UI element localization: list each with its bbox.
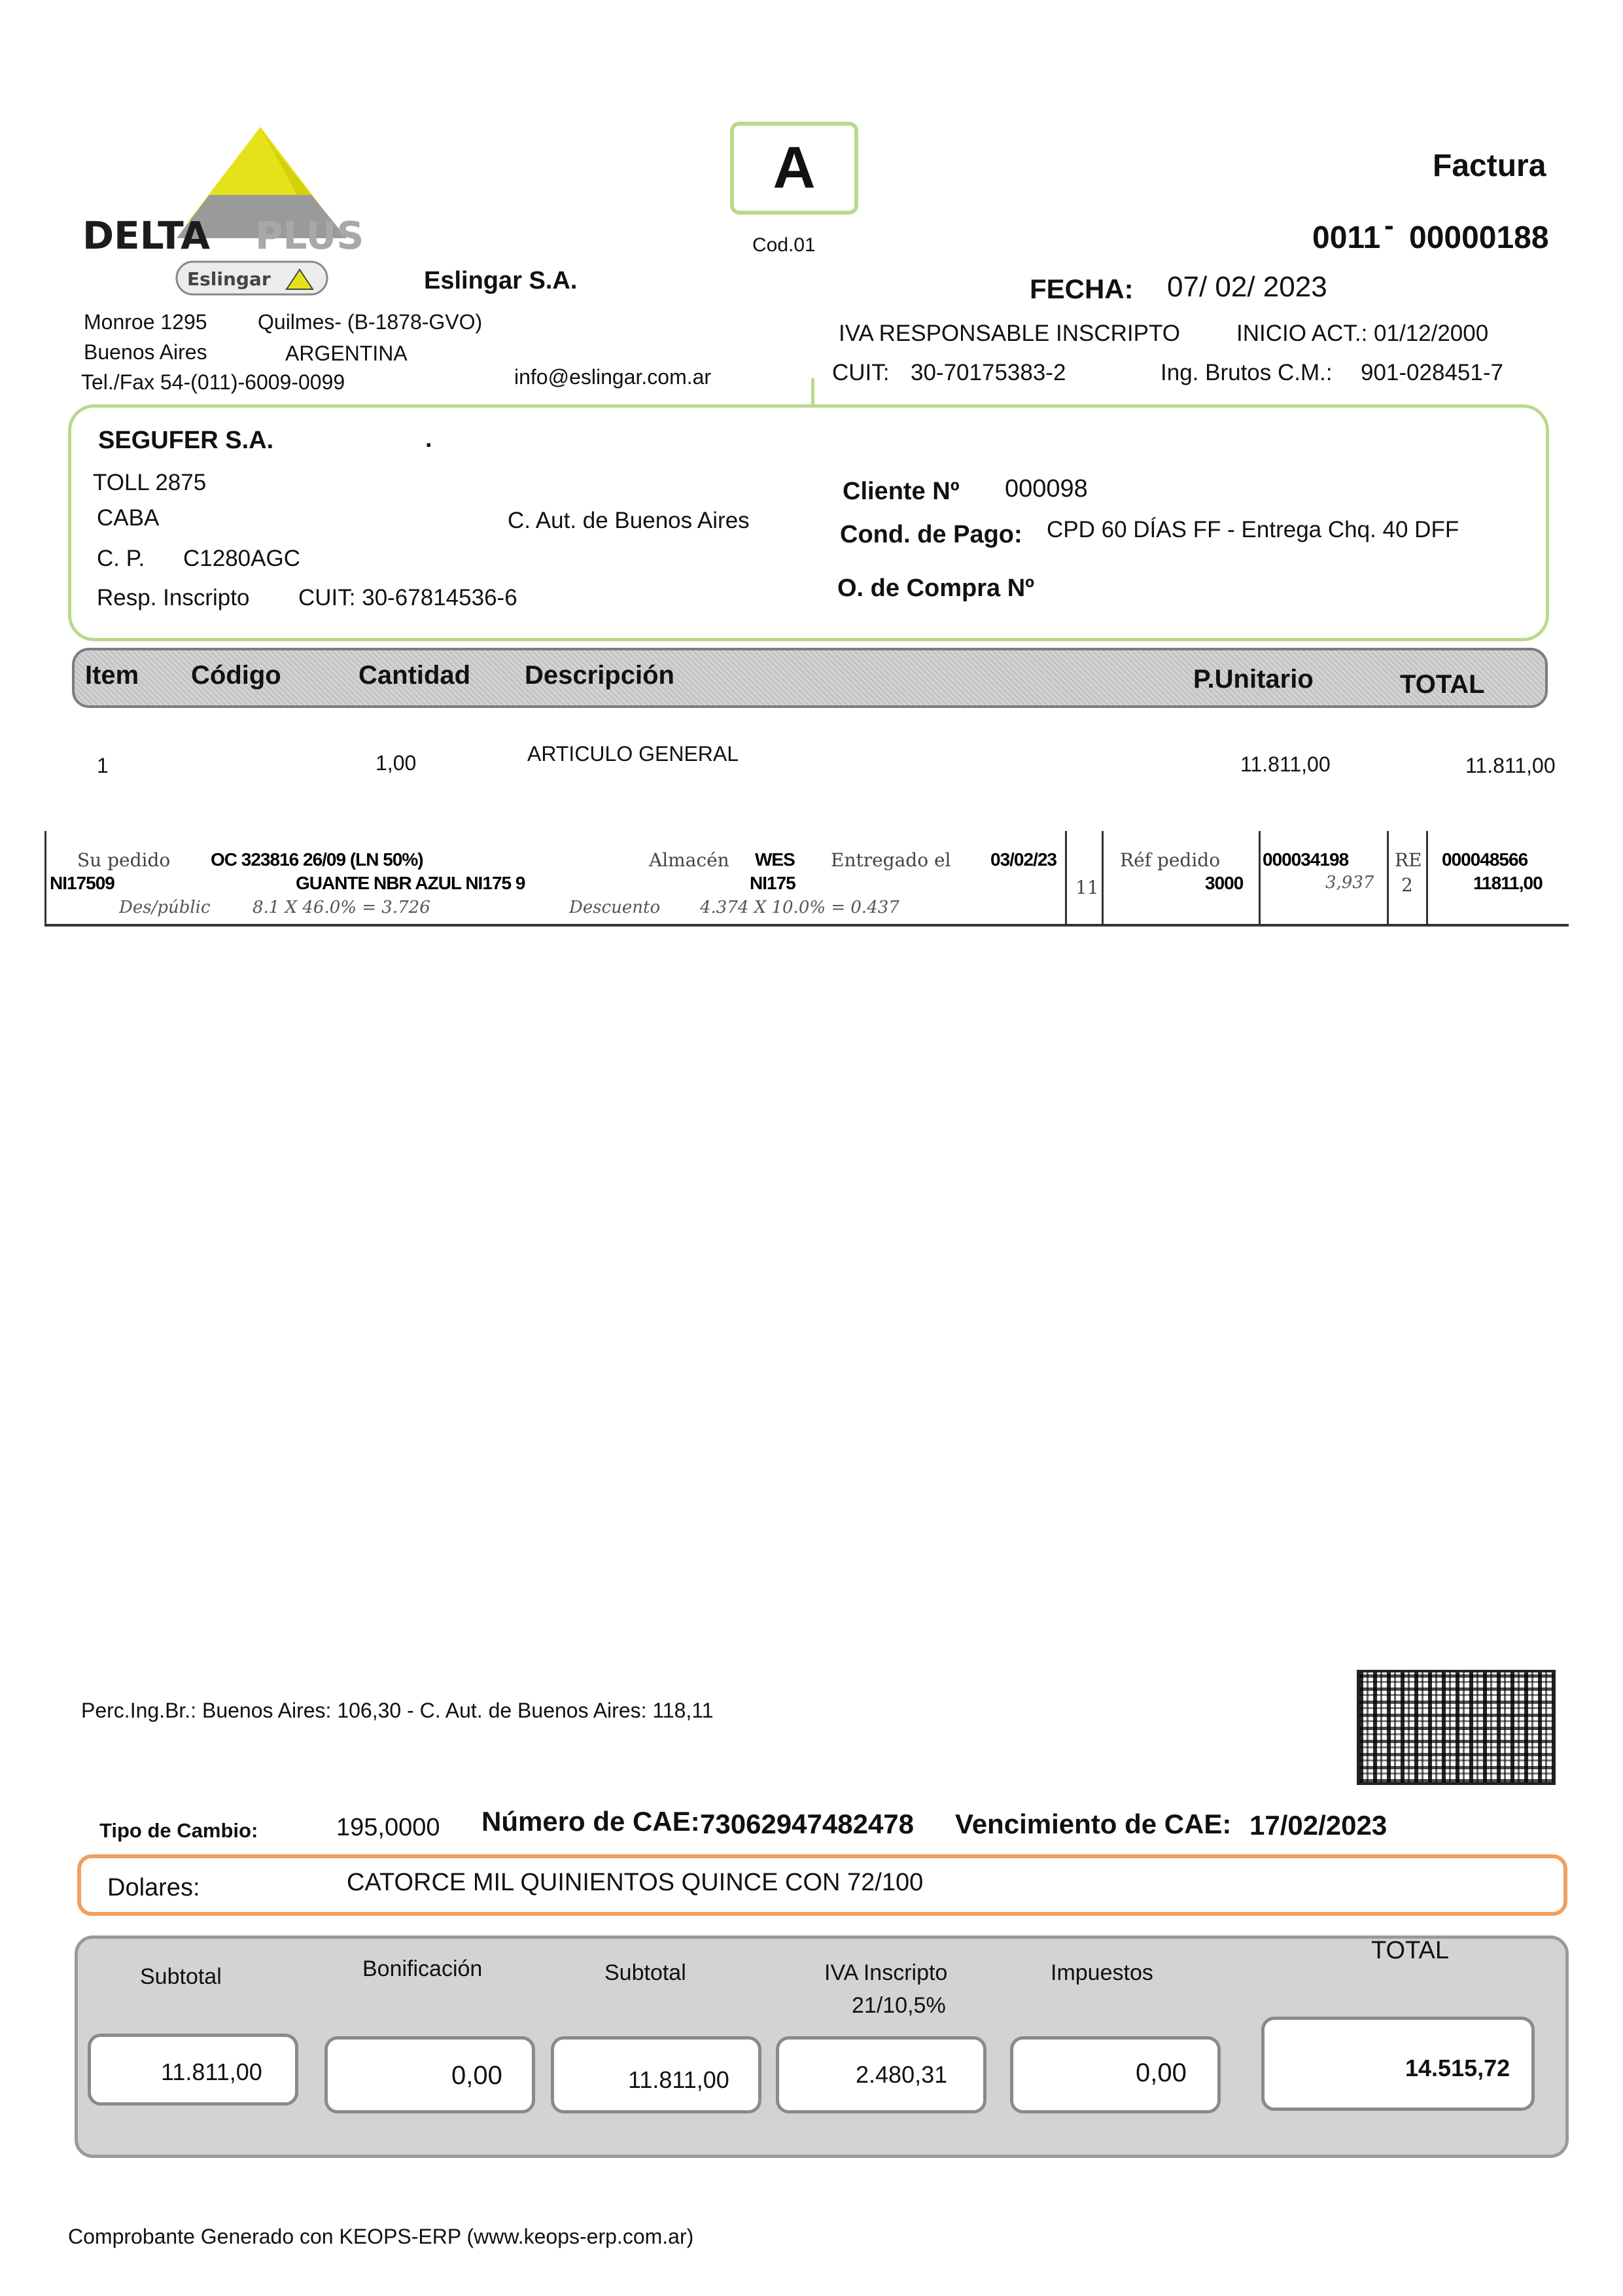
address-country: ARGENTINA — [285, 342, 408, 365]
cae-venc-label: Vencimiento de CAE: — [955, 1809, 1232, 1839]
strip-almacen-code: NI175 — [750, 873, 795, 893]
impuestos-value: 0,00 — [1136, 2058, 1187, 2087]
row-descripcion: ARTICULO GENERAL — [527, 742, 739, 766]
th-punitario: P.Unitario — [1193, 665, 1314, 694]
strip-right-code: 000048566 — [1442, 849, 1528, 870]
address-locality: Quilmes- (B-1878-GVO) — [258, 310, 483, 334]
strip-despublic-label: Des/públic — [119, 898, 211, 917]
generated-by: Comprobante Generado con KEOPS-ERP (www.keops-erp.com.ar) — [68, 2225, 694, 2248]
invoice-type-letter: A — [730, 122, 858, 215]
client-cp-value: C1280AGC — [183, 546, 300, 571]
client-cuit: CUIT: 30-67814536-6 — [298, 585, 517, 610]
iva-label: IVA Inscripto — [824, 1960, 948, 1985]
impuestos-label: Impuestos — [1051, 1960, 1153, 1985]
box-connector — [811, 378, 814, 407]
th-codigo: Código — [191, 661, 281, 690]
tipo-cambio-label: Tipo de Cambio: — [99, 1819, 258, 1842]
th-descripcion: Descripción — [525, 661, 674, 690]
amount-in-words: CATORCE MIL QUINIENTOS QUINCE CON 72/100 — [347, 1869, 924, 1896]
row-item: 1 — [97, 754, 109, 777]
doc-type: Factura — [1433, 149, 1546, 183]
subtotal2-label: Subtotal — [604, 1960, 686, 1985]
dolares-label: Dolares: — [107, 1874, 200, 1901]
company-email[interactable]: info@eslingar.com.ar — [514, 365, 712, 389]
cliente-number-value: 000098 — [1005, 475, 1088, 503]
client-province: C. Aut. de Buenos Aires — [508, 508, 750, 533]
subtotal-value: 11.811,00 — [161, 2058, 262, 2085]
address-city: Buenos Aires — [84, 340, 207, 364]
th-total: TOTAL — [1400, 670, 1485, 699]
strip-almacen-label: Almacén — [649, 849, 729, 871]
inicio-actividades: INICIO ACT.: 01/12/2000 — [1236, 321, 1489, 346]
subtotal2-value: 11.811,00 — [628, 2066, 729, 2093]
logo-sub-eslingar: Eslingar — [187, 268, 271, 290]
row-punitario: 11.811,00 — [1240, 752, 1331, 776]
cond-pago-label: Cond. de Pago: — [840, 521, 1022, 548]
bonificacion-label: Bonificación — [362, 1956, 483, 1981]
impuestos-box — [1010, 2036, 1221, 2113]
company-logo — [79, 123, 445, 304]
qr-code-icon — [1357, 1670, 1556, 1785]
order-detail-strip — [44, 831, 1569, 927]
orden-compra-label: O. de Compra Nº — [837, 574, 1035, 602]
ing-brutos-label: Ing. Brutos C.M.: — [1161, 360, 1333, 385]
client-street: TOLL 2875 — [93, 470, 207, 495]
strip-ref-pedido-value: 000034198 — [1263, 849, 1349, 870]
strip-descuento-value: 4.374 X 10.0% = 0.437 — [700, 898, 899, 917]
strip-ref-qty: 3000 — [1205, 873, 1244, 893]
strip-ref-price: 3,937 — [1325, 873, 1374, 892]
strip-right-amount: 11811,00 — [1473, 873, 1543, 893]
strip-re-value: 2 — [1401, 874, 1413, 896]
strip-su-pedido-value: OC 323816 26/09 (LN 50%) — [211, 849, 423, 870]
cuit-label: CUIT: — [832, 360, 890, 385]
total-value: 14.515,72 — [1405, 2055, 1510, 2081]
row-total: 11.811,00 — [1465, 754, 1556, 777]
cuit-value: 30-70175383-2 — [911, 360, 1066, 385]
strip-product: GUANTE NBR AZUL NI175 9 — [296, 873, 525, 893]
th-cantidad: Cantidad — [358, 661, 471, 690]
logo-brand-delta: DELTA — [82, 213, 211, 258]
iva-status: IVA RESPONSABLE INSCRIPTO — [839, 321, 1180, 346]
bonificacion-value: 0,00 — [451, 2061, 502, 2090]
doc-number: 00000188 — [1409, 221, 1549, 255]
company-name: Eslingar S.A. — [424, 267, 578, 294]
tipo-cambio-value: 195,0000 — [336, 1814, 440, 1841]
items-table-header — [72, 648, 1548, 708]
doc-number-separator: - — [1384, 209, 1394, 241]
client-cp-label: C. P. — [97, 546, 145, 571]
strip-ref-pedido-label: Réf pedido — [1120, 849, 1221, 871]
client-city: CABA — [97, 505, 160, 531]
cae-label: Número de CAE: — [481, 1806, 700, 1837]
strip-su-pedido-label: Su pedido — [77, 849, 171, 871]
logo-brand-plus: PLUS — [255, 213, 364, 258]
fecha-value: 07/ 02/ 2023 — [1167, 271, 1327, 303]
th-item: Item — [85, 661, 139, 690]
row-cantidad: 1,00 — [375, 751, 417, 775]
address-street: Monroe 1295 — [84, 310, 207, 334]
strip-entregado-value: 03/02/23 — [990, 849, 1056, 870]
company-phone: Tel./Fax 54-(011)-6009-0099 — [81, 370, 345, 394]
client-name-suffix: . — [425, 425, 432, 453]
strip-despublic-value: 8.1 X 46.0% = 3.726 — [253, 898, 430, 917]
percepciones: Perc.Ing.Br.: Buenos Aires: 106,30 - C. Aut. de Buenos Aires: 118,11 — [81, 1699, 714, 1722]
cond-pago-value: CPD 60 DÍAS FF - Entrega Chq. 40 DFF — [1047, 517, 1459, 542]
iva-value: 2.480,31 — [856, 2061, 948, 2088]
strip-ref-code: NI17509 — [50, 873, 114, 893]
strip-re-label: RE — [1395, 849, 1422, 871]
invoice-type-code: Cod.01 — [752, 234, 816, 256]
strip-entregado-label: Entregado el — [831, 849, 951, 871]
cae-venc-value: 17/02/2023 — [1249, 1810, 1387, 1841]
iva-rate: 21/10,5% — [852, 1993, 946, 2018]
subtotal-label: Subtotal — [140, 1964, 222, 1989]
strip-almacen-value: WES — [755, 849, 795, 870]
cae-number: 73062947482478 — [700, 1809, 915, 1839]
client-name: SEGUFER S.A. — [98, 427, 274, 454]
total-label: TOTAL — [1371, 1937, 1449, 1964]
cliente-number-label: Cliente Nº — [843, 478, 960, 505]
fecha-label: FECHA: — [1030, 274, 1134, 304]
doc-number-prefix: 0011 — [1312, 221, 1381, 255]
strip-descuento-label: Descuento — [569, 898, 661, 917]
strip-qty-col: 11 — [1075, 877, 1099, 898]
bonificacion-box — [324, 2036, 535, 2113]
client-resp: Resp. Inscripto — [97, 585, 250, 610]
ing-brutos-value: 901-028451-7 — [1361, 360, 1503, 385]
